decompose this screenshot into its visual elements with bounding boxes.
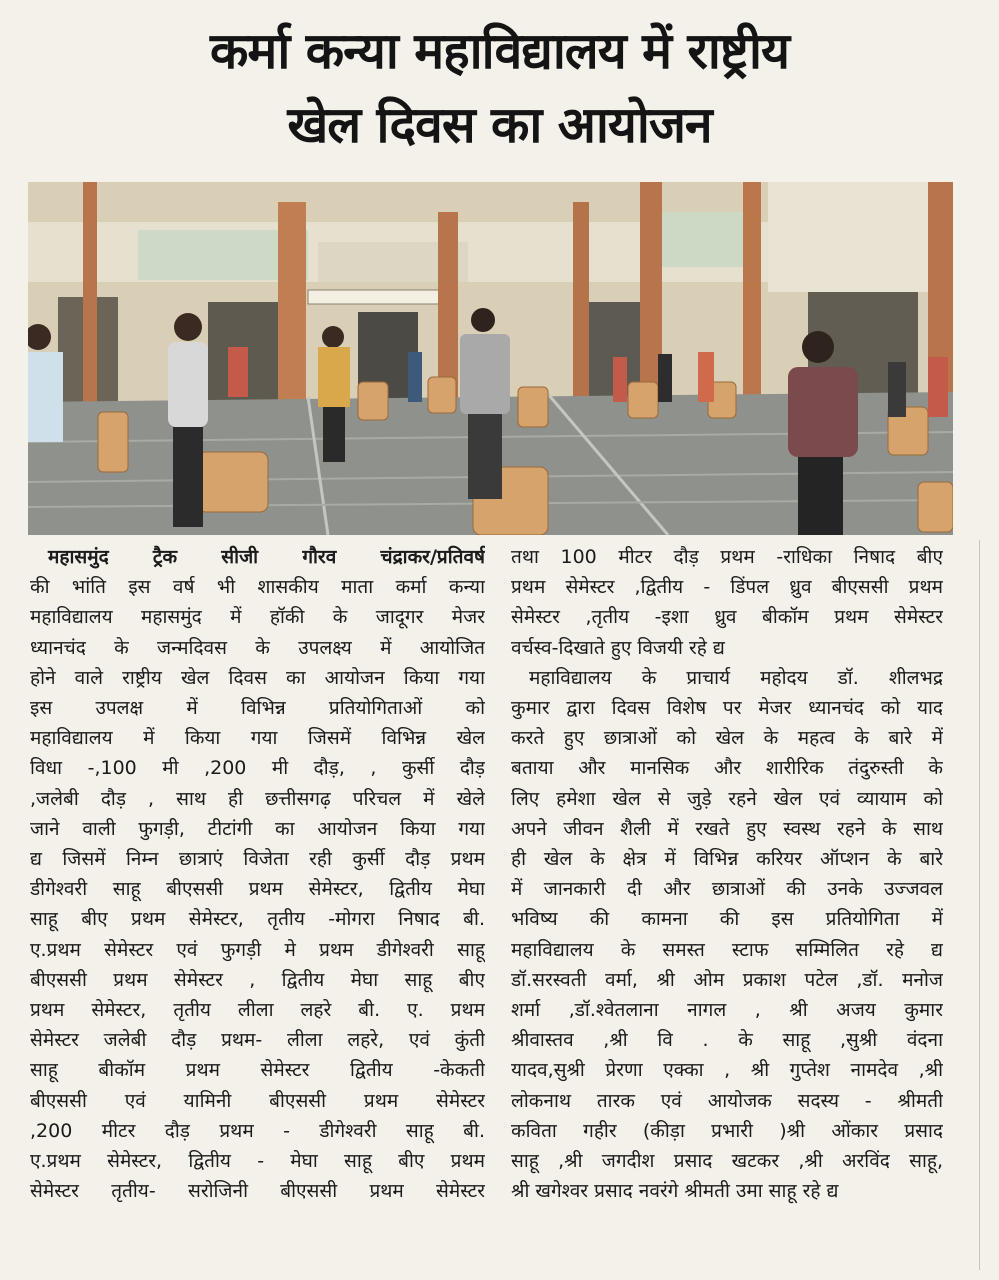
article-line: श्रीवास्तव ,श्री वि . के साहू ,सुश्री वंदना <box>511 1029 943 1052</box>
article-line: तथा 100 मीटर दौड़ प्रथम -राधिका निषाद बीए <box>511 546 943 568</box>
article-line: प्रथम सेमेस्टर, तृतीय लीला लहरे बी. ए. प्रथम <box>30 999 485 1022</box>
article-body <box>30 542 970 1270</box>
article-line: लोकनाथ तारक एवं आयोजक सदस्य - श्रीमती <box>511 1089 943 1112</box>
article-line: ए.प्रथम सेमेस्टर, द्वितीय - मेघा साहू बीए प्रथम <box>30 1150 485 1173</box>
news-photo <box>28 182 953 535</box>
article-line: बीएससी एवं यामिनी बीएससी प्रथम सेमेस्टर <box>30 1089 485 1112</box>
article-line: ए.प्रथम सेमेस्टर एवं फुगड़ी मे प्रथम डीगेश्वरी साहू <box>30 938 485 961</box>
article-line: कुमार द्वारा दिवस विशेष पर मेजर ध्यानचंद को याद <box>511 697 943 720</box>
article-line: सेमेस्टर ,तृतीय -इशा ध्रुव बीकॉम प्रथम सेमेस्टर <box>511 606 943 629</box>
article-line: प्रथम सेमेस्टर ,द्वितीय - डिंपल ध्रुव बीएससी प्रथम <box>511 576 943 599</box>
article-line: साहू बीए प्रथम सेमेस्टर, तृतीय -मोगरा निषाद बी. <box>30 908 485 931</box>
article-line: ,200 मीटर दौड़ प्रथम - डीगेश्वरी साहू बी. <box>30 1119 485 1142</box>
article-line: महाविद्यालय में किया गया जिसमें विभिन्न खेल <box>30 727 485 750</box>
article-line: द्य जिसमें निम्न छात्राएं विजेता रही कुर्सी दौड़ प्रथम <box>30 848 485 871</box>
article-line: साहू ,श्री जगदीश प्रसाद खटकर ,श्री अरविंद साहू, <box>511 1150 943 1173</box>
article-line: महाविद्यालय के प्राचार्य महोदय डॉ. शीलभद्र <box>529 666 943 689</box>
article-line: कविता गहीर (कीड़ा प्रभारी )श्री ओंकार प्रसाद <box>511 1119 943 1142</box>
article-line: सेमेस्टर जलेबी दौड़ प्रथम- लीला लहरे, एवं कुंती <box>30 1029 485 1052</box>
college-courtyard-illustration <box>28 182 953 535</box>
headline-line-1: कर्मा कन्या महाविद्यालय में राष्ट्रीय <box>210 22 789 80</box>
article-line: विधा -,100 मी ,200 मी दौड़, , कुर्सी दौड़ <box>30 757 485 780</box>
column-rule <box>979 540 980 1270</box>
article-line: महाविद्यालय महासमुंद में हॉकी के जादूगर मेजर <box>30 606 485 629</box>
article-line: ही खेल के क्षेत्र में विभिन्न करियर ऑप्शन के बारे <box>511 848 943 871</box>
article-line: बीएससी प्रथम सेमेस्टर , द्वितीय मेघा साहू बीए <box>30 968 485 991</box>
article-dateline: महासमुंद ट्रैक सीजी गौरव चंद्राकर/प्रतिवर्ष <box>48 546 485 568</box>
article-line: होने वाले राष्ट्रीय खेल दिवस का आयोजन किया गया <box>30 666 485 689</box>
article-column-right <box>511 542 943 1270</box>
article-line: सेमेस्टर तृतीय- सरोजिनी बीएससी प्रथम सेमेस्टर <box>30 1180 485 1203</box>
article-line: में जानकारी दी और छात्राओं की उनके उज्जवल <box>511 878 943 901</box>
article-line: बताया और मानसिक और शारीरिक तंदुरुस्ती के <box>511 757 943 780</box>
article-line: भविष्य की कामना की इस प्रतियोगिता में <box>511 908 943 931</box>
article-line: जाने वाली फुगड़ी, टीटांगी का आयोजन किया गया <box>30 817 485 840</box>
article-line: शर्मा ,डॉ.श्वेतलाना नागल , श्री अजय कुमार <box>511 999 943 1022</box>
article-line: यादव,सुश्री प्रेरणा एक्का , श्री गुप्तेश नामदेव ,श्री <box>511 1059 943 1082</box>
article-line: डॉ.सरस्वती वर्मा, श्री ओम प्रकाश पटेल ,डॉ. मनोज <box>511 968 943 991</box>
article-line: करते हुए छात्राओं को खेल के महत्व के बारे में <box>511 727 943 750</box>
article-line: श्री खगेश्वर प्रसाद नवरंगे श्रीमती उमा साहू रहे द्य <box>511 1180 839 1203</box>
article-line: ध्यानचंद के जन्मदिवस के उपलक्ष्य में आयोजित <box>30 636 485 659</box>
article-line: लिए हमेशा खेल से जुड़े रहने खेल एवं व्यायाम को <box>511 787 943 810</box>
article-line: इस उपलक्ष में विभिन्न प्रतियोगिताओं को <box>30 697 485 720</box>
article-line: वर्चस्व-दिखाते हुए विजयी रहे द्य <box>511 636 725 659</box>
article-line: अपने जीवन शैली में रखते हुए स्वस्थ रहने के साथ <box>511 817 943 840</box>
article-column-left <box>30 542 485 1270</box>
article-line: की भांति इस वर्ष भी शासकीय माता कर्मा कन्या <box>30 576 485 599</box>
article-line: महाविद्यालय के समस्त स्टाफ सम्मिलित रहे द्य <box>511 938 943 961</box>
article-line: ,जलेबी दौड़ , साथ ही छत्तीसगढ़ परिचल में खेले <box>30 787 485 810</box>
headline-line-2: खेल दिवस का आयोजन <box>287 96 712 154</box>
article-line: साहू बीकॉम प्रथम सेमेस्टर द्वितीय -केकती <box>30 1059 485 1082</box>
headline <box>0 14 999 162</box>
article-line: डीगेश्वरी साहू बीएससी प्रथम सेमेस्टर, द्वितीय मेघा <box>30 878 485 901</box>
